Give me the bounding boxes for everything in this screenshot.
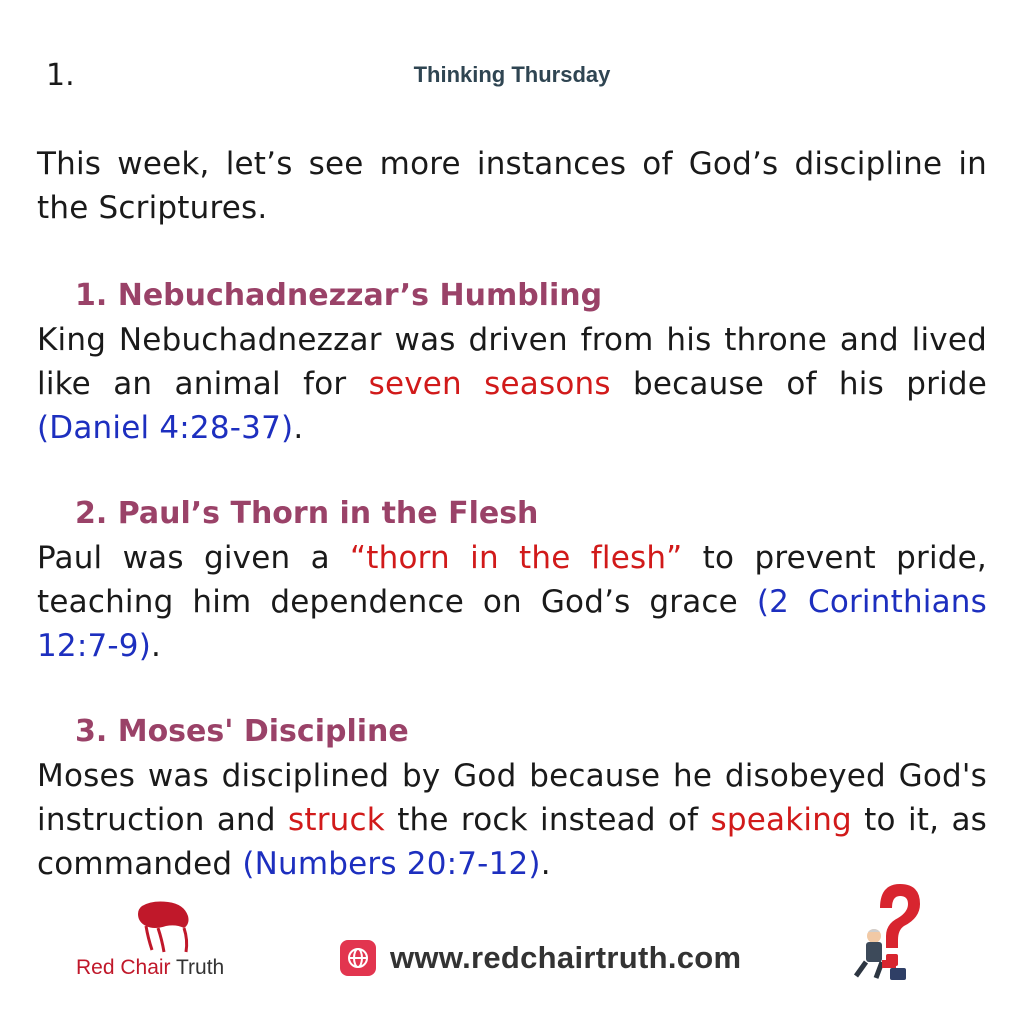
brand-name-dark: Truth: [170, 956, 225, 979]
body-text: .: [151, 628, 162, 664]
body-text: .: [540, 846, 551, 882]
section-body: [37, 318, 987, 450]
section-body: [37, 754, 987, 886]
body-text: to it, as commanded: [37, 802, 987, 882]
red-chair-icon: [128, 900, 208, 956]
highlight-text: seven seasons: [368, 366, 611, 402]
website-link[interactable]: [340, 940, 741, 976]
section-title: 3. Moses' Discipline: [75, 714, 409, 749]
body-text: King Nebuchadnezzar was driven from his throne and lived like an animal for: [37, 322, 987, 402]
section-title: 2. Paul’s Thorn in the Flesh: [75, 496, 539, 531]
intro-paragraph: This week, let’s see more instances of God’s discipline in the Scriptures.: [37, 146, 987, 226]
highlight-text: speaking: [710, 802, 852, 838]
body-text: to prevent pride, teaching him dependence on God’s grace: [37, 540, 987, 620]
question-mark-person-illustration: [846, 878, 926, 984]
scripture-reference: (Numbers 20:7-12): [242, 846, 541, 882]
body-text: because of his pride: [610, 366, 987, 402]
main-content: [37, 142, 987, 928]
section-moses: [37, 710, 987, 886]
website-url[interactable]: www.redchairtruth.com: [390, 940, 742, 975]
brand-logo: [76, 900, 266, 990]
scripture-reference: (2 Corinthians 12:7-9): [37, 584, 987, 664]
body-text: Paul was given a: [37, 540, 351, 576]
body-text: .: [293, 410, 304, 446]
body-text: the rock instead of: [384, 802, 711, 838]
brand-name-red: Red Chair: [76, 956, 171, 979]
highlight-text: “thorn in the flesh”: [350, 540, 683, 576]
body-text: Moses was disciplined by God because he disobeyed God's instruction and: [37, 758, 987, 838]
page-number: 1.: [46, 58, 75, 93]
highlight-text: struck: [288, 802, 385, 838]
page-title: Thinking Thursday: [413, 62, 611, 87]
section-title: 1. Nebuchadnezzar’s Humbling: [75, 278, 603, 313]
brand-name: [76, 956, 224, 980]
section-nebuchadnezzar: [37, 274, 987, 450]
section-body: [37, 536, 987, 668]
globe-icon: [340, 940, 376, 976]
section-paul: [37, 492, 987, 668]
scripture-reference: (Daniel 4:28-37): [37, 410, 294, 446]
